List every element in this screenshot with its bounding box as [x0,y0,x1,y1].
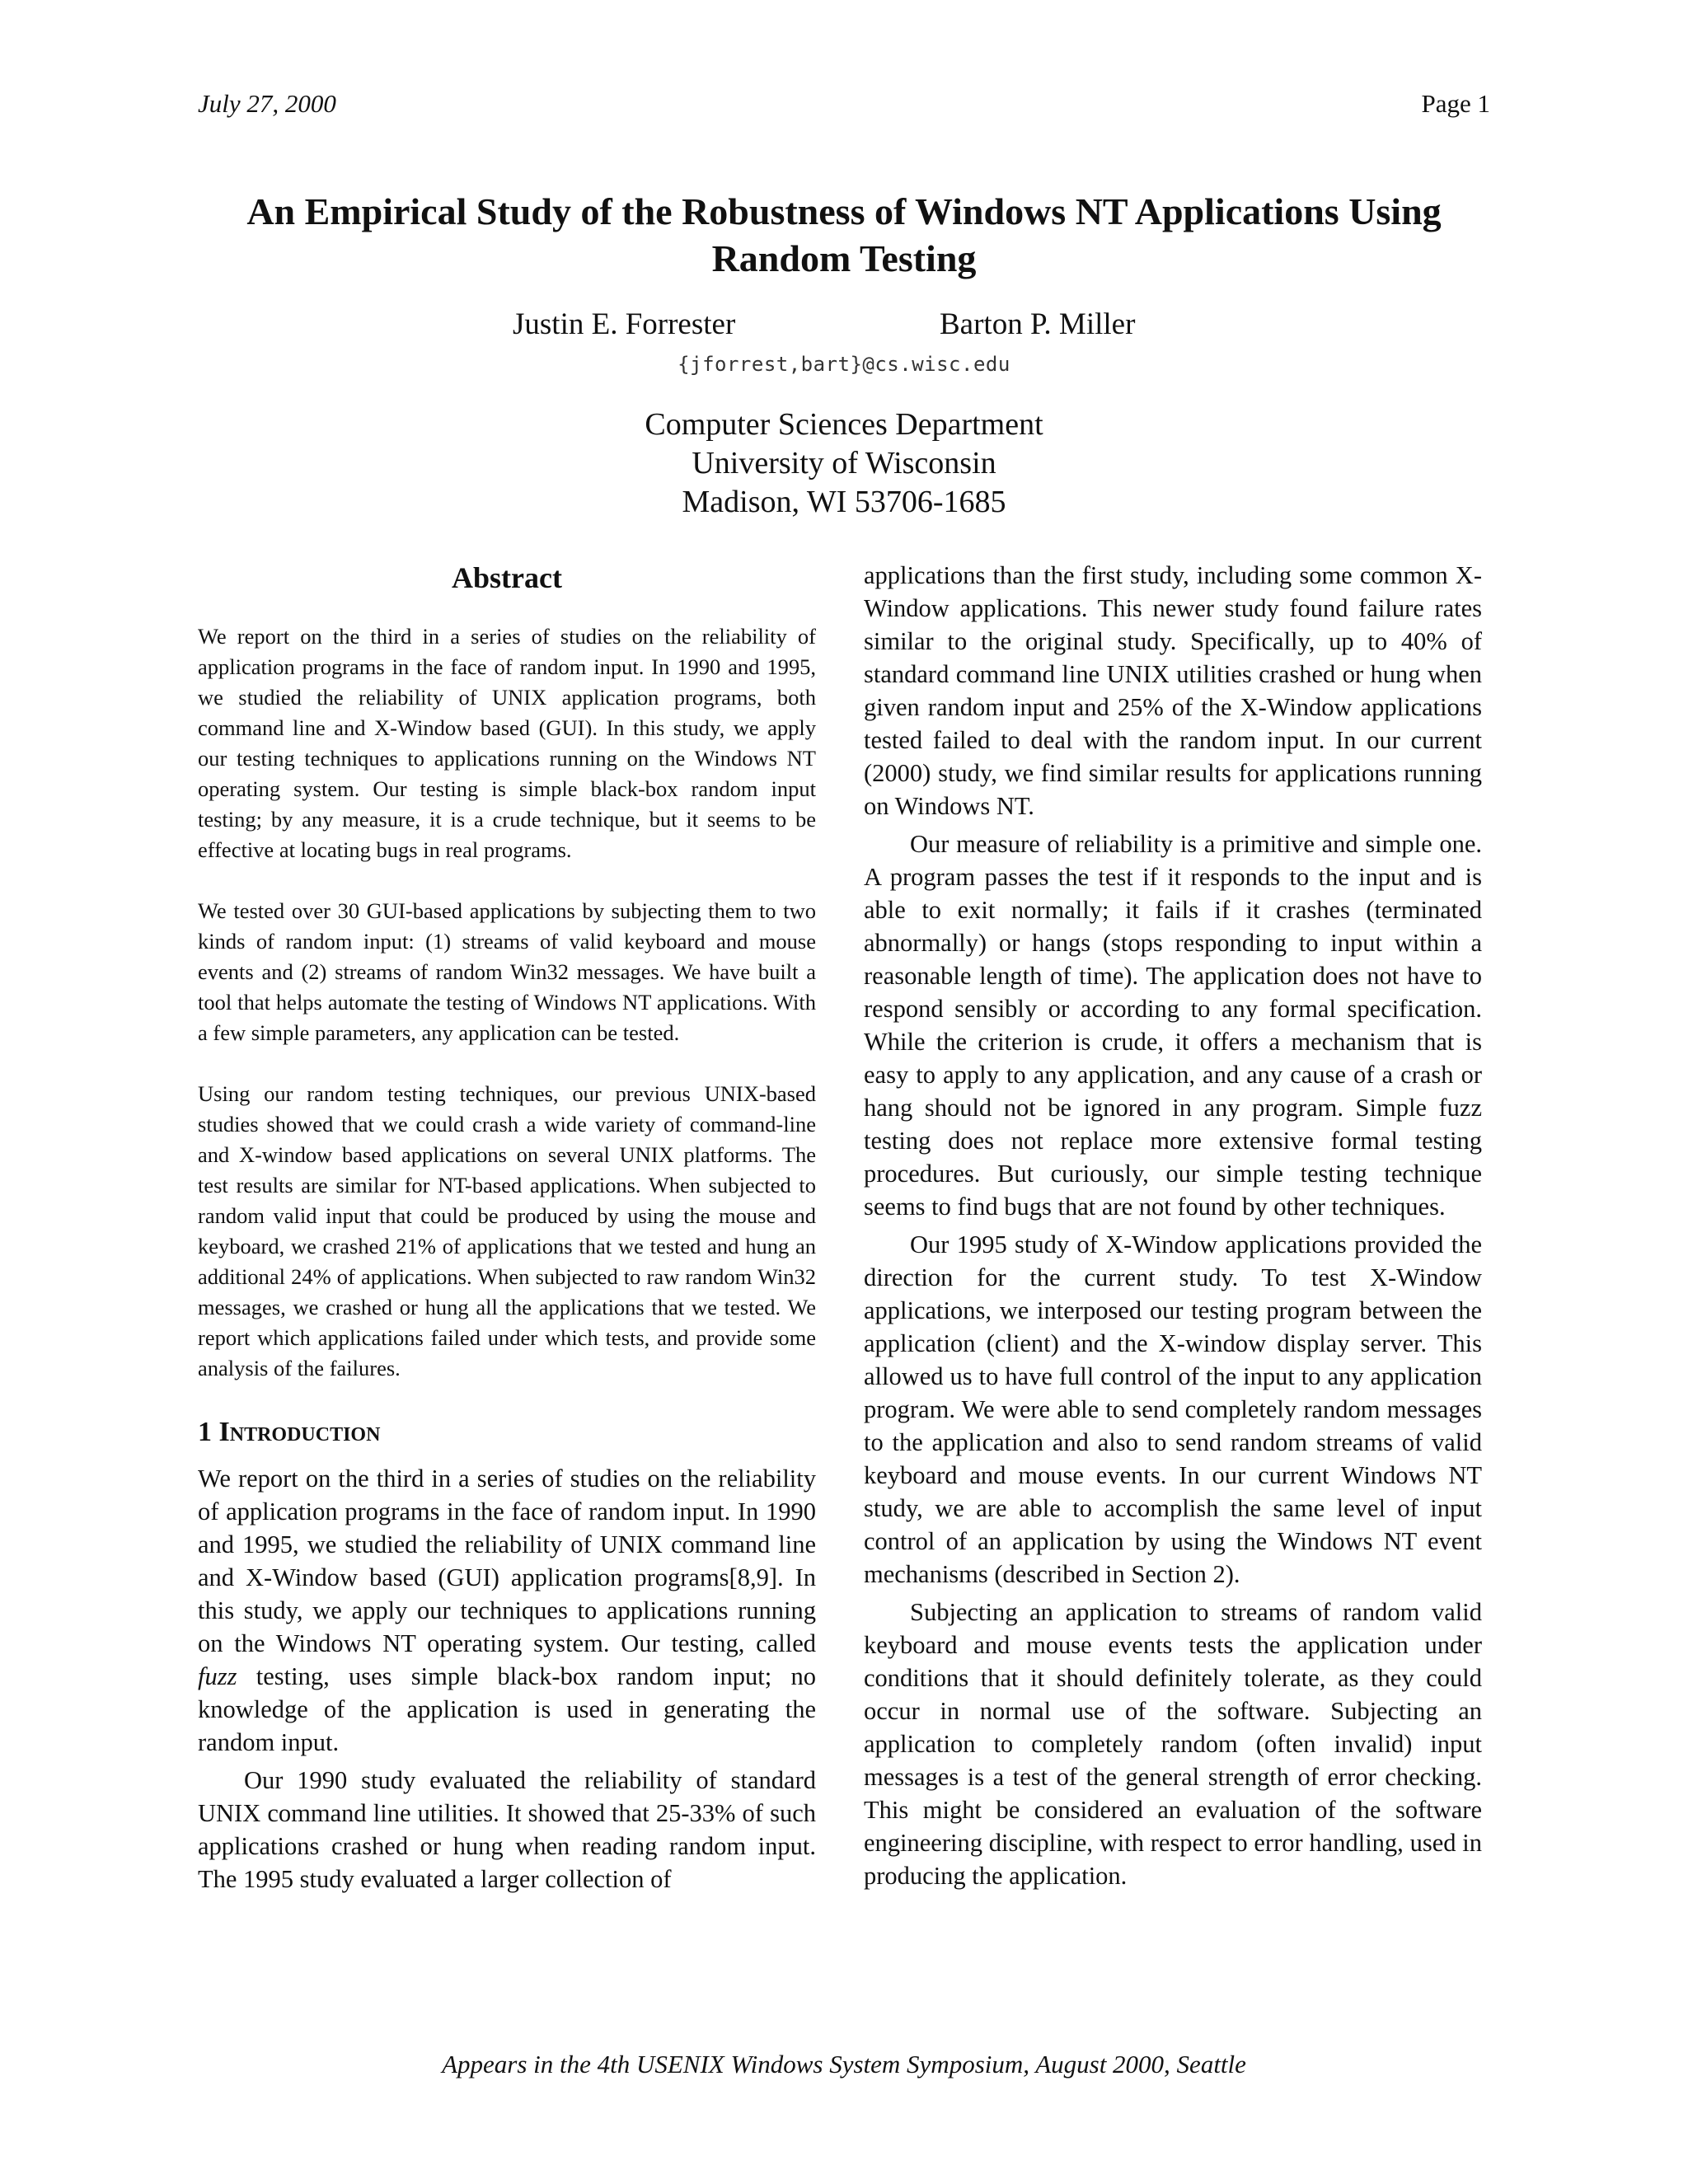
intro-p1-emphasis: fuzz [198,1662,237,1690]
intro-paragraph-2: Our 1990 study evaluated the reliability of standard UNIX command line utilities. It showed that 25-33% of such applications crashed or hung when reading random input. The 1995 study evaluated a larger collection of [198,1766,816,1893]
intro-p1-text-a: We report on the third in a series of studies on the reliability of application programs in the face of random input. In 1990 and 1995, we studied the reliability of UNIX command line and X-Window based (GUI) application programs[8,9]. In this study, we apply our techniques to applications running on the Windows NT operating system. Our testing, called [198,1465,816,1657]
affiliation-department: Computer Sciences Department [645,407,1043,442]
header-date: July 27, 2000 [198,89,336,118]
section-number: 1 [198,1417,219,1447]
intro-paragraph-4: Our 1995 study of X-Window applications provided the direction for the current study. To test X-Window applications, we interposed our testing program between the application (client) and the X-window display server. This allowed us to have full control of the input to any application program. We were able to send completely random messages to the application and also to send random streams of valid keyboard and mouse events. In our current Windows NT study, we are able to accomplish the same level of input control of an application by using the Windows NT event mechanisms (described in Section 2). [864,1230,1482,1588]
author-email: {jforrest,bart}@cs.wisc.edu [678,353,1010,376]
left-column [198,559,816,1896]
author-miller: Barton P. Miller [940,307,1136,341]
abstract-paragraph-1: We report on the third in a series of studies on the reliability of application programs in the face of random input. In 1990 and 1995, we studied the reliability of UNIX application programs, both command line and X-Window based (GUI). In this study, we apply our testing techniques to applications running on the Windows NT operating system. Our testing is simple black-box random input testing; by any measure, it is a crude technique, but it seems to be effective at locating bugs in real programs. [198,624,816,862]
intro-paragraph-2-continued: applications than the first study, including some common X-Window applications. This newer study found failure rates similar to the original study. Specifically, up to 40% of standard command line UNIX utilities crashed or hung when given random input and 25% of the X-Window applications tested failed to deal with the random input. In our current (2000) study, we find similar results for applications running on Windows NT. [864,561,1482,820]
section-title-initial: I [218,1417,230,1447]
affiliation [198,405,1490,522]
title-line-1: An Empirical Study of the Robustness of Windows NT Applications Using [246,190,1442,232]
abstract-paragraph-3: Using our random testing techniques, our previous UNIX-based studies showed that we could crash a wide variety of command-line and X-window based applications on several UNIX platforms. The test results are similar for NT-based applications. When subjected to random valid input that could be produced by using the mouse and keyboard, we crashed 21% of applications that we tested and hung an additional 24% of applications. When subjected to raw random Win32 messages, we crashed or hung all the applications that we tested. We report which applications failed under which tests, and provide some analysis of the failures. [198,1081,816,1380]
title-line-2: Random Testing [711,237,977,279]
author-forrester: Justin E. Forrester [513,307,736,341]
intro-paragraph-1 [198,1462,816,1759]
page-footer: Appears in the 4th USENIX Windows System Symposium, August 2000, Seattle [442,2050,1246,2079]
section-heading-introduction [198,1414,816,1451]
affiliation-city: Madison, WI 53706-1685 [682,485,1006,519]
section-title-rest: ntroduction [229,1417,381,1447]
abstract-heading: Abstract [452,561,562,594]
authors [198,307,1490,348]
intro-paragraph-5: Subjecting an application to streams of random valid keyboard and mouse events tests the application under conditions that it should definitely tolerate, as they could occur in normal use of the software. Subjecting an application to completely random (often invalid) input messages is a test of the general strength of error checking. This might be considered an evaluation of the software engineering discipline, with respect to error handling, used in producing the application. [864,1598,1482,1890]
intro-paragraph-3: Our measure of reliability is a primitive and simple one. A program passes the test if it responds to the input and is able to exit normally; it fails if it crashes (terminated abnormally) or hangs (stops responding to input within a reasonable length of time). The application does not have to respond sensibly or according to any formal specification. While the criterion is crude, it offers a mechanism that is easy to apply to any application, and any cause of a crash or hang should not be ignored in any program. Simple fuzz testing does not replace more extensive formal testing procedures. But curiously, our simple testing technique seems to find bugs that are not found by other techniques. [864,830,1482,1221]
paper-title [198,188,1490,282]
intro-p1-text-b: testing, uses simple black-box random input; no knowledge of the application is used in generating the random input. [198,1662,816,1756]
affiliation-university: University of Wisconsin [692,446,996,480]
header-page-number: Page 1 [1421,89,1490,118]
running-header [198,89,1490,122]
right-column [864,559,1482,1892]
abstract-paragraph-2: We tested over 30 GUI-based applications by subjecting them to two kinds of random input: (1) streams of valid keyboard and mouse events and (2) streams of random Win32 messages. We have built a tool that helps automate the testing of Windows NT applications. With a few simple parameters, any application can be tested. [198,898,816,1045]
